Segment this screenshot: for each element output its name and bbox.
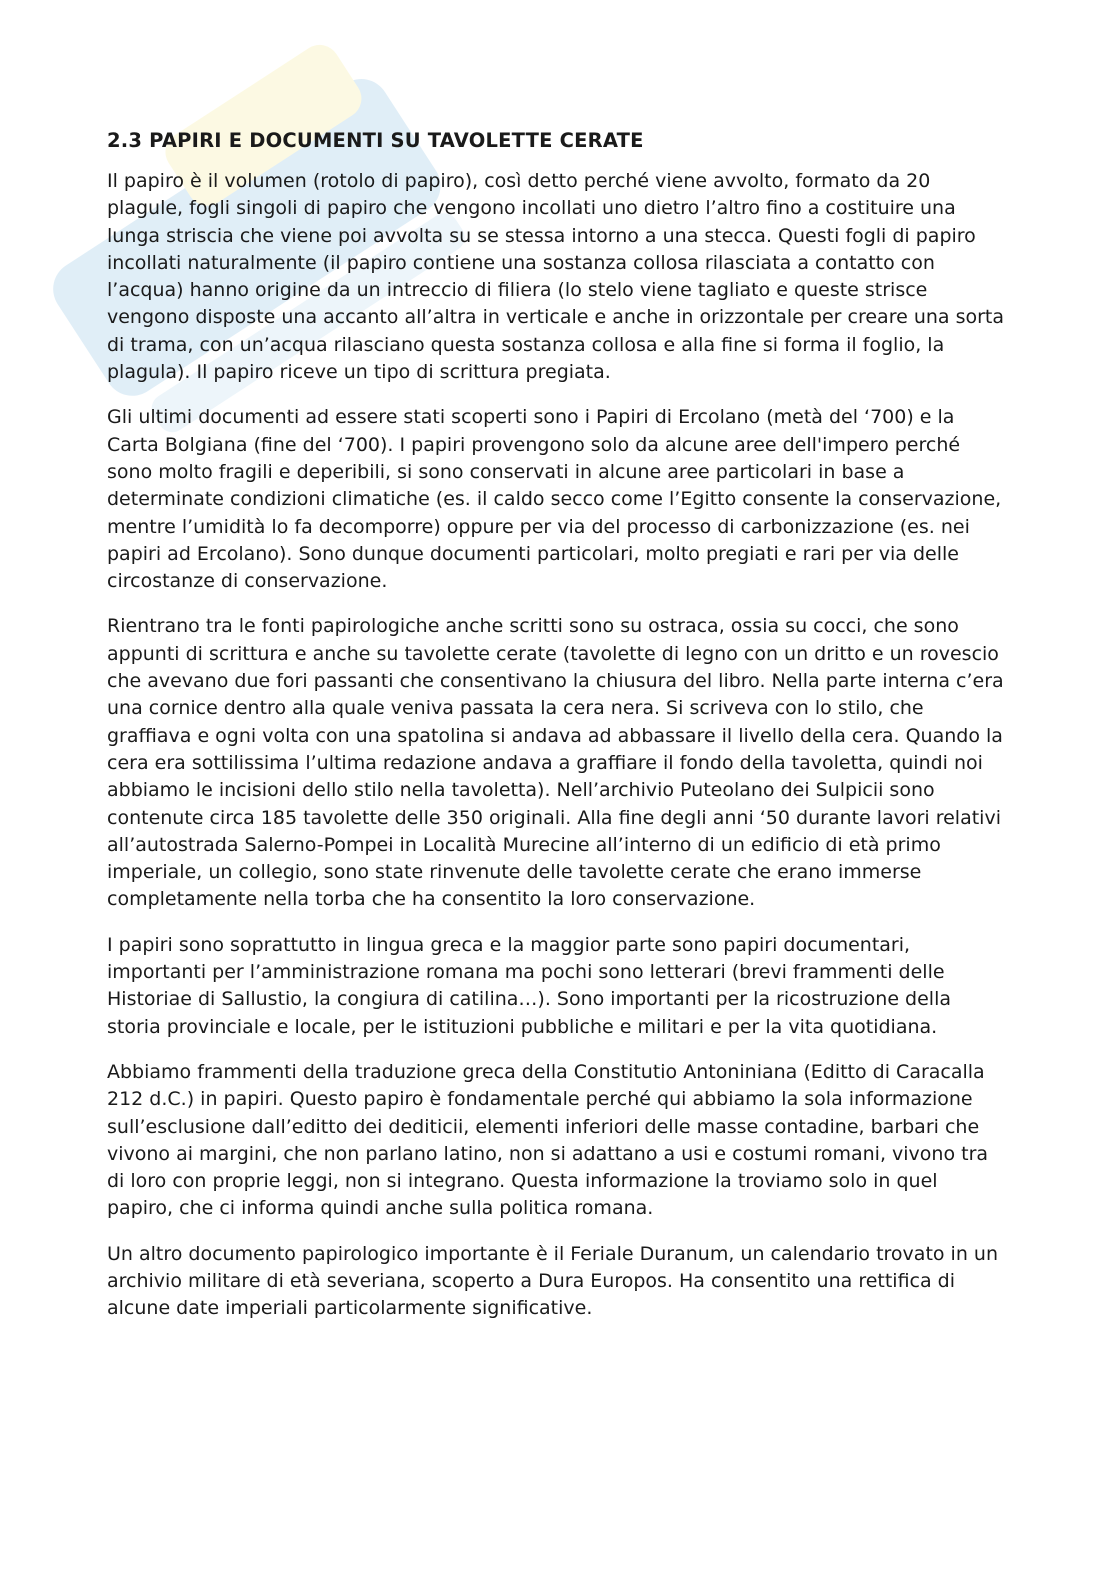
paragraph-4: I papiri sono soprattutto in lingua greca e la maggior parte sono papiri documentari, importanti per l’amministrazione romana ma pochi sono letterari (brevi frammenti delle Historiae di Sallustio, la congiura di catilina…). Sono importanti per la ricostruzione della storia provinciale e locale, per le istituzioni pubbliche e militari e per la vita quotidiana. <box>107 933 951 1038</box>
paragraph-6: Un altro documento papirologico importante è il Feriale Duranum, un calendario trovato in un archivio militare di età severiana, scoperto a Dura Europos. Ha consentito una rettifica di alcune date imperiali particolarmente significative. <box>107 1242 998 1320</box>
section-heading: 2.3 PAPIRI E DOCUMENTI SU TAVOLETTE CERATE <box>107 129 644 152</box>
document-page <box>107 129 1007 1341</box>
paragraph-1: Il papiro è il volumen (rotolo di papiro), così detto perché viene avvolto, formato da 20 plagule, fogli singoli di papiro che vengono incollati uno dietro l’altro fino a costituire una lunga striscia che viene poi avvolta su se stessa intorno a una stecca. Questi fogli di papiro incollati naturalmente (il papiro contiene una sostanza collosa rilasciata a contatto con l’acqua) hanno origine da un intreccio di filiera (lo stelo viene tagliato e queste strisce vengono disposte una accanto all’altra in verticale e anche in orizzontale per creare una sorta di trama, con un’acqua rilasciano questa sostanza collosa e alla fine si forma il foglio, la plagula). Il papiro riceve un tipo di scrittura pregiata. <box>107 170 1005 384</box>
paragraph-3: Rientrano tra le fonti papirologiche anche scritti sono su ostraca, ossia su cocci, che sono appunti di scrittura e anche su tavolette cerate (tavolette di legno con un dritto e un rovescio che avevano due fori passanti che consentivano la chiusura del libro. Nella parte interna c’era una cornice dentro alla quale veniva passata la cera nera. Si scriveva con lo stilo, che graffiava e ogni volta con una spatolina si andava ad abbassare il livello della cera. Quando la cera era sottilissima l’ultima redazione andava a graffiare il fondo della tavoletta, quindi noi abbiamo le incisioni dello stilo nella tavoletta). Nell’archivio Puteolano dei Sulpicii sono contenute circa 185 tavolette delle 350 originali. Alla fine degli anni ‘50 durante lavori relativi all’autostrada Salerno-Pompei in Località Murecine all’interno di un edificio di età primo imperiale, un collegio, sono state rinvenute delle tavolette cerate che erano immerse completamente nella torba che ha consentito la loro conservazione. <box>107 615 1004 911</box>
paragraph-2: Gli ultimi documenti ad essere stati scoperti sono i Papiri di Ercolano (metà del ‘700) e la Carta Bolgiana (fine del ‘700). I papiri provengono solo da alcune aree dell'impero perché sono molto fragili e deperibili, si sono conservati in alcune aree particolari in base a determinate condizioni climatiche (es. il caldo secco come l’Egitto consente la conservazione, mentre l’umidità lo fa decomporre) oppure per via del processo di carbonizzazione (es. nei papiri ad Ercolano). Sono dunque documenti particolari, molto pregiati e rari per via delle circostanze di conservazione. <box>107 406 1002 593</box>
paragraph-5: Abbiamo frammenti della traduzione greca della Constitutio Antoniniana (Editto di Caracalla 212 d.C.) in papiri. Questo papiro è fondamentale perché qui abbiamo la sola informazione sull’esclusione dall’editto dei dediticii, elementi inferiori delle masse contadine, barbari che vivono ai margini, che non parlano latino, non si adattano a usi e costumi romani, vivono tra di loro con proprie leggi, non si integrano. Questa informazione la troviamo solo in quel papiro, che ci informa quindi anche sulla politica romana. <box>107 1060 989 1220</box>
